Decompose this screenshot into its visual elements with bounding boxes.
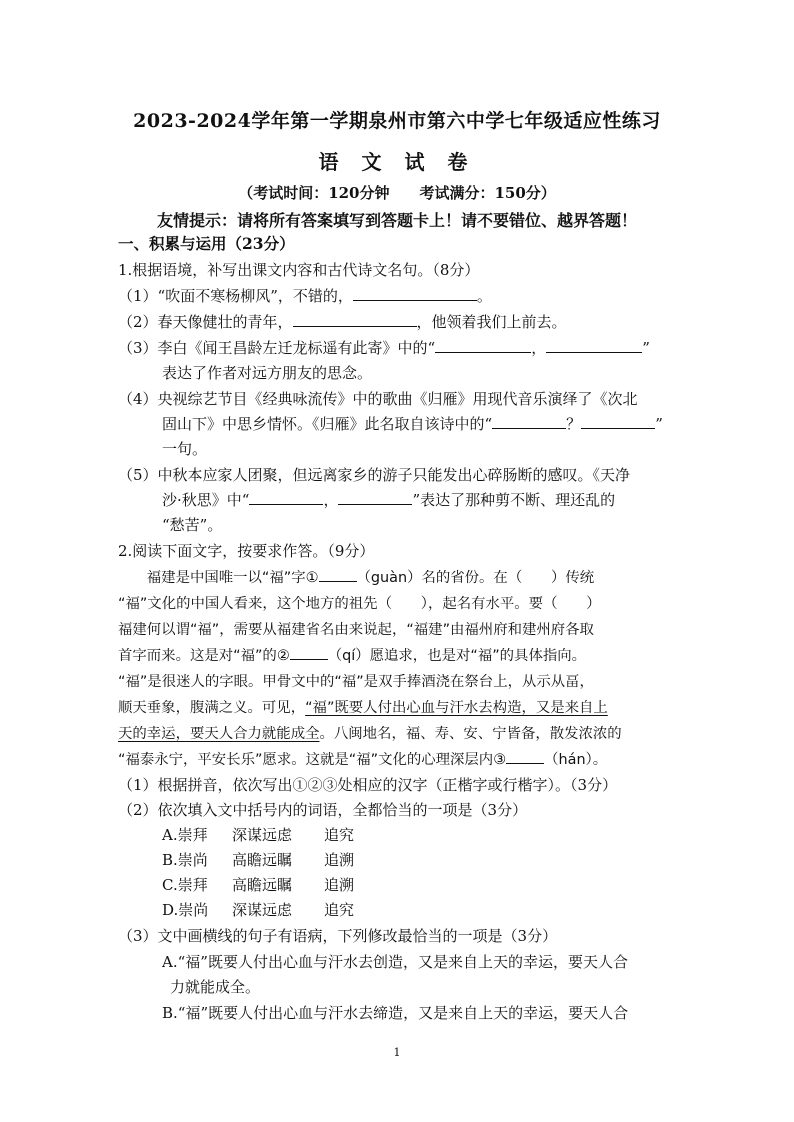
answer-blank[interactable] bbox=[492, 413, 566, 429]
q1-item-1: （1）“吹面不寒杨柳风”，不错的， 。 bbox=[118, 287, 492, 305]
option-c[interactable]: C.崇拜 高瞻远瞩 追溯 bbox=[162, 876, 355, 894]
q1-item-3: （3）李白《闻王昌龄左迁龙标遥有此寄》中的“ ， ” bbox=[118, 339, 650, 357]
answer-blank[interactable] bbox=[338, 489, 412, 505]
answer-blank[interactable] bbox=[353, 285, 477, 301]
underlined-sentence: “福”既要人付出心血与汗水去构造，又是来自上 bbox=[305, 700, 608, 716]
answer-blank[interactable] bbox=[506, 748, 544, 764]
option-d[interactable]: D.崇尚 深谋远虑 追究 bbox=[162, 901, 355, 919]
q1-item-3-cont: 表达了作者对远方朋友的思念。 bbox=[162, 364, 373, 382]
notice: 友情提示：请将所有答案填写到答题卡上！请不要错位、越界答题！ bbox=[156, 211, 637, 230]
q2-sub-1: （1）根据拼音，依次写出①②③处相应的汉字（正楷字或行楷字）。（3分） bbox=[118, 776, 618, 794]
q1-item-4: （4）央视综艺节目《经典咏流传》中的歌曲《归雁》用现代音乐演绎了《次北 bbox=[118, 390, 638, 408]
passage-line-6: 顺天垂象，腹满之义。可见，“福”既要人付出心血与汗水去构造，又是来自上 bbox=[118, 700, 608, 716]
q1-item-2: （2）春天像健壮的青年， ，他领着我们上前去。 bbox=[118, 313, 567, 331]
answer-blank[interactable] bbox=[293, 311, 417, 327]
passage-line-7: 天的幸运，要天人合力就能成全。八闽地名，福、寿、安、宁皆备，散发浓浓的 bbox=[118, 726, 622, 742]
q1-item-4-cont: 固山下》中思乡情怀。《归雁》此名取自该诗中的“ ？ ” bbox=[162, 415, 663, 433]
passage-line-8: “福泰永宁，平安长乐”愿求。这就是“福”文化的心理深层内③ （hán）。 bbox=[118, 748, 688, 772]
answer-blank[interactable] bbox=[581, 413, 655, 429]
q1-item-5-cont: 沙·秋思》中“ ， ”表达了那种剪不断、理还乱的 bbox=[162, 491, 616, 509]
option-a-text[interactable]: A.“福”既要人付出心血与汗水去创造，又是来自上天的幸运，要天人合 bbox=[162, 953, 628, 971]
passage-line-4: 首字而来。这是对“福”的② （qí）愿追求，也是对“福”的具体指向。 bbox=[118, 644, 688, 668]
exam-info: （考试时间：120分钟 考试满分：150分） bbox=[238, 184, 556, 202]
q1-stem: 1.根据语境，补写出课文内容和古代诗文名句。（8分） bbox=[118, 261, 480, 279]
page-number: 1 bbox=[393, 1046, 401, 1059]
passage-line-3: 福建何以谓“福”，需要从福建省名由来说起，“福建”由福州府和建州府各取 bbox=[118, 622, 594, 638]
exam-subtitle: 语 文 试 卷 bbox=[318, 150, 476, 174]
option-a-text-cont: 力就能成全。 bbox=[170, 978, 261, 996]
exam-title: 2023-2024学年第一学期泉州市第六中学七年级适应性练习 bbox=[133, 110, 661, 132]
answer-blank[interactable] bbox=[435, 337, 531, 353]
answer-blank[interactable] bbox=[319, 566, 357, 582]
q1-item-5-end: “愁苦”。 bbox=[162, 516, 223, 534]
q1-item-4-end: 一句。 bbox=[162, 440, 208, 458]
q2-stem: 2.阅读下面文字，按要求作答。（9分） bbox=[118, 542, 375, 560]
q2-sub-2: （2）依次填入文中括号内的词语，全都恰当的一项是（3分） bbox=[118, 801, 528, 819]
answer-blank[interactable] bbox=[290, 644, 328, 660]
answer-blank[interactable] bbox=[249, 489, 323, 505]
option-a[interactable]: A.崇拜 深谋远虑 追究 bbox=[162, 826, 355, 844]
q1-item-5: （5）中秋本应家人团聚，但远离家乡的游子只能发出心碎肠断的感叹。《天净 bbox=[118, 466, 631, 484]
section-heading: 一、积累与运用（23分） bbox=[118, 234, 295, 253]
passage-line-5: “福”是很迷人的字眼。甲骨文中的“福”是双手捧酒浇在祭台上，从示从畐， bbox=[118, 674, 594, 690]
passage-line-1: 福建是中国唯一以“福”字① （guàn）名的省份。在（ ）传统 bbox=[118, 566, 688, 590]
option-b[interactable]: B.崇尚 高瞻远瞩 追溯 bbox=[162, 851, 355, 869]
option-b-text[interactable]: B.“福”既要人付出心血与汗水去缔造，又是来自上天的幸运，要天人合 bbox=[162, 1004, 629, 1022]
passage-line-2: “福”文化的中国人看来，这个地方的祖先（ ），起名有水平。要（ ） bbox=[118, 596, 601, 612]
answer-blank[interactable] bbox=[546, 337, 642, 353]
underlined-sentence: 天的幸运，要天人合力就能成全 bbox=[118, 726, 320, 742]
q2-sub-3: （3）文中画横线的句子有语病，下列修改最恰当的一项是（3分） bbox=[118, 927, 558, 945]
